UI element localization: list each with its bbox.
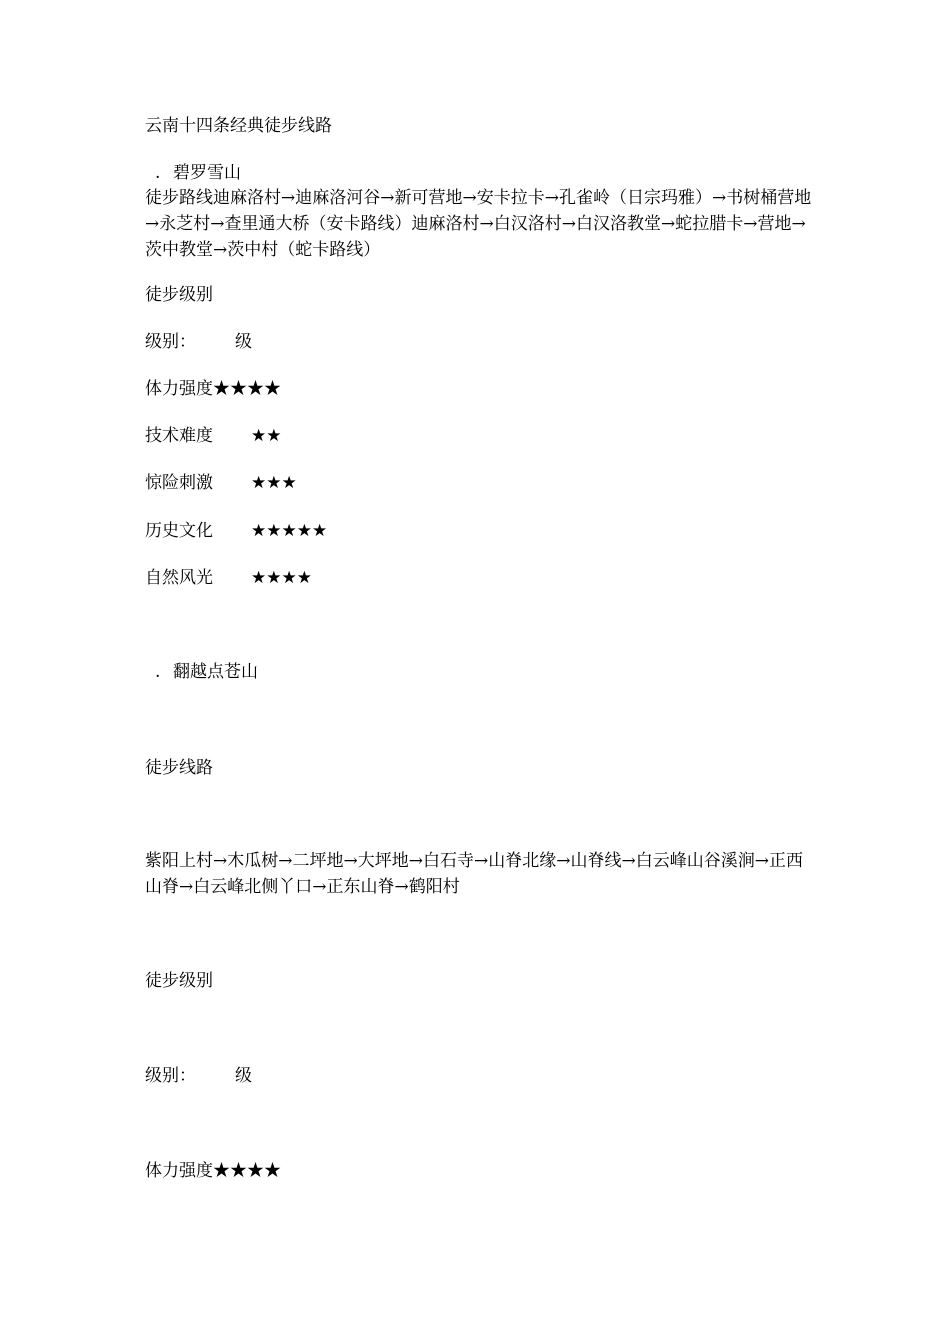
section1-rating-culture: [145, 518, 815, 544]
rating-stars: ★★★★: [213, 379, 281, 399]
document-title: 云南十四条经典徒步线路: [145, 116, 332, 136]
section1-route: [145, 185, 815, 263]
section1-level-value: 级: [235, 332, 252, 352]
section2-route-heading: 徒步线路: [145, 758, 213, 778]
section1-route-label: 徒步路线: [145, 188, 213, 208]
section1-route-text: 迪麻洛村→迪麻洛河谷→新可营地→安卡拉卡→孔雀岭（日宗玛雅）→书树桶营地→永芝村→查里通大桥（安卡路线）迪麻洛村→白汉洛村→白汉洛教堂→蛇拉腊卡→营地→茨中教堂→茨中村（蛇卡路线）: [145, 188, 812, 260]
section1-rating-technique: [145, 423, 815, 449]
section1-index: .: [155, 163, 161, 183]
section1-heading: [145, 160, 815, 186]
section2-level-label: 级别：: [145, 1066, 196, 1086]
section2-level-value: 级: [235, 1066, 252, 1086]
rating-label: 技术难度: [145, 426, 213, 446]
rating-label: 体力强度: [145, 379, 213, 399]
section1-rating-stamina: [145, 376, 815, 402]
section1-rating-thrill: [145, 470, 815, 496]
section2-heading: [145, 659, 815, 685]
section1-level-label: 级别：: [145, 332, 196, 352]
section1-rating-scenery: [145, 565, 815, 591]
rating-stars: ★★★★: [251, 568, 312, 588]
section2-name: 翻越点苍山: [173, 662, 258, 682]
section1-grade-heading: 徒步级别: [145, 285, 213, 305]
rating-label: 惊险刺激: [145, 473, 213, 493]
rating-stars: ★★★: [251, 473, 297, 493]
section1-level: [145, 329, 815, 355]
rating-label: 历史文化: [145, 521, 213, 541]
section2-rating-stamina: [145, 1158, 815, 1184]
rating-stars: ★★★★★: [251, 521, 328, 541]
section2-grade-heading: 徒步级别: [145, 971, 213, 991]
section2-level: [145, 1063, 815, 1089]
section2-route-text: 紫阳上村→木瓜树→二坪地→大坪地→白石寺→山脊北缘→山脊线→白云峰山谷溪涧→正西山脊→白云峰北侧丫口→正东山脊→鹤阳村: [145, 851, 803, 897]
section1-name: 碧罗雪山: [173, 163, 241, 183]
rating-label: 体力强度: [145, 1161, 213, 1181]
rating-label: 自然风光: [145, 568, 213, 588]
rating-stars: ★★★★: [213, 1161, 281, 1181]
section2-index: .: [155, 662, 161, 682]
rating-stars: ★★: [251, 426, 282, 446]
